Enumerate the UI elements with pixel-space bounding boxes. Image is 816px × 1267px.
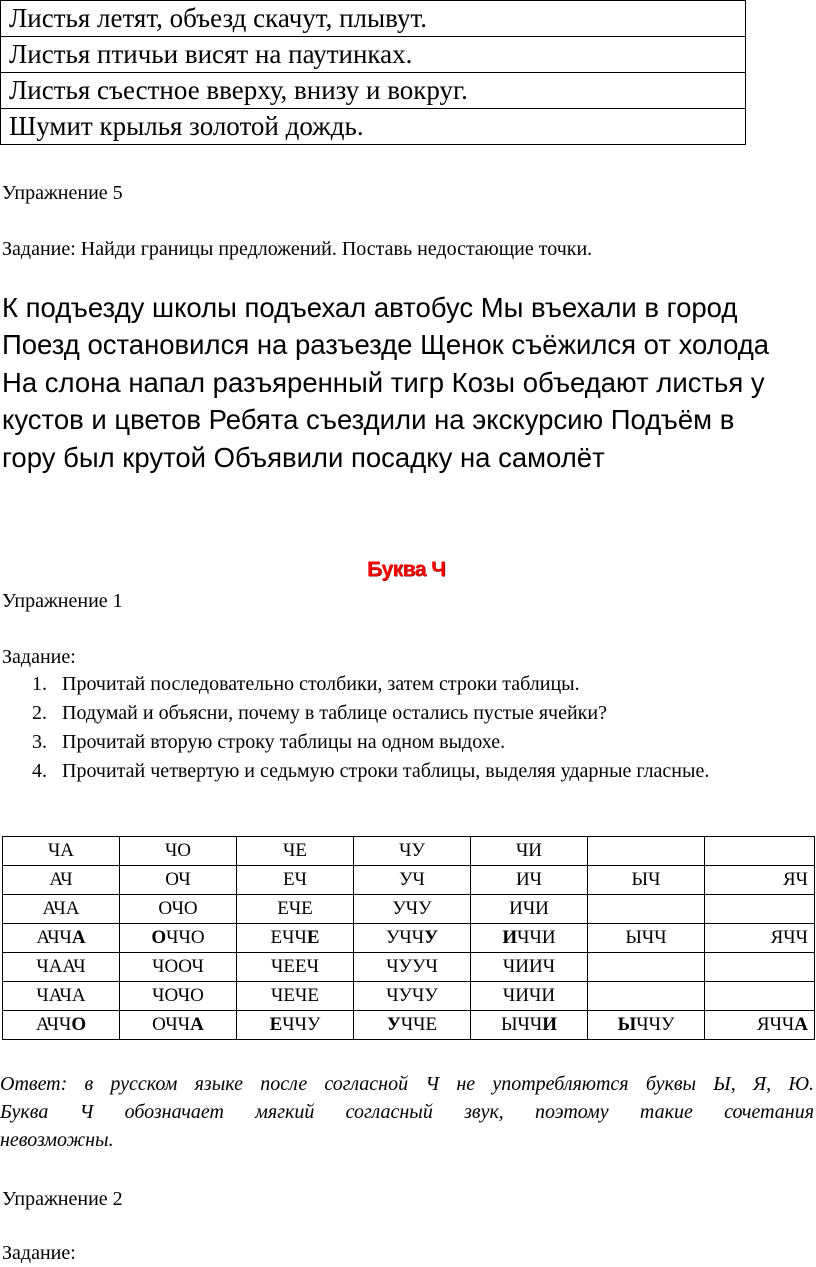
list-number: 1. [32,673,47,695]
stressed-vowel: А [71,927,86,948]
table-row [1,37,746,73]
stressed-vowel: У [386,1014,401,1035]
table-cell: ЧУЧУ [354,982,471,1011]
table-cell: ЯЧ [705,866,815,895]
cell-text: ЧЧЕ [400,1014,438,1035]
table-row [3,924,815,953]
table-cell [588,895,705,924]
stressed-vowel: И [542,1014,558,1035]
table-cell [588,982,705,1011]
table-cell [705,953,815,982]
table-cell [471,1011,588,1040]
table-cell: УЧ [354,866,471,895]
text-line: На слона напал разъяренный тигр Козы объедают листья у [2,367,765,398]
task-list [0,670,816,786]
section-heading: Буква Ч [367,558,446,581]
table-row [3,895,815,924]
list-text: Прочитай последовательно столбики, затем строки таблицы. [62,673,580,695]
poem-line: Листья птичьи висят на паутинках. [1,37,746,73]
stressed-vowel: Е [306,927,320,948]
cell-text: УЧЧ [385,927,425,948]
answer-line: невозможны. [0,1129,114,1151]
stressed-vowel: Ы [617,1014,637,1035]
poem-line: Листья съестное вверху, внизу и вокруг. [1,73,746,109]
cell-text: АЧЧ [35,1014,72,1035]
table-cell: ЯЧЧ [705,924,815,953]
table-cell [588,953,705,982]
list-item [0,728,816,757]
exercise5-title: Упражнение 5 [2,182,123,204]
list-text: Прочитай четвертую и седьмую строки таблицы, выделяя ударные гласные. [62,760,710,782]
exercise1-task-label: Задание: [2,646,76,668]
table-row [3,866,815,895]
stressed-vowel: Е [269,1014,283,1035]
table-cell: ОЧ [120,866,237,895]
answer-text [0,1070,814,1154]
cell-text: ОЧЧ [152,1014,191,1035]
text-line: кустов и цветов Ребята съездили на экскурсию Подъём в [2,404,735,435]
table-cell: АЧА [3,895,120,924]
table-cell [471,924,588,953]
table-cell [3,1011,120,1040]
list-number: 3. [32,731,47,753]
table-cell [705,895,815,924]
list-text: Прочитай вторую строку таблицы на одном выдохе. [62,731,506,753]
list-number: 2. [32,702,47,724]
cell-text: ЫЧЧ [500,1014,543,1035]
table-cell: УЧУ [354,895,471,924]
table-cell: АЧ [3,866,120,895]
table-cell [3,924,120,953]
table-cell [705,1011,815,1040]
poem-line: Листья летят, объезд скачут, плывут. [1,1,746,37]
stressed-vowel: И [502,927,518,948]
cell-text: ЧЧУ [282,1014,321,1035]
table-cell: ЫЧЧ [588,924,705,953]
answer-line: Буква Ч обозначает мягкий согласный звук, поэтому такие сочетания [0,1101,814,1123]
table-cell [120,1011,237,1040]
stressed-vowel: О [71,1014,87,1035]
stressed-vowel: О [151,927,167,948]
table-cell [237,1011,354,1040]
table-cell [237,924,354,953]
table-row [1,73,746,109]
table-cell: ЧА [3,837,120,866]
table-cell [705,982,815,1011]
table-row [3,1011,815,1040]
table-cell: ИЧИ [471,895,588,924]
table-cell: ЧИЧИ [471,982,588,1011]
table-cell: ЧЕЧЕ [237,982,354,1011]
table-cell: ЧО [120,837,237,866]
table-cell: ЧООЧ [120,953,237,982]
table-cell: ИЧ [471,866,588,895]
table-cell [354,1011,471,1040]
table-cell [354,924,471,953]
list-text: Подумай и объясни, почему в таблице остались пустые ячейки? [62,702,607,724]
table-cell: ЧААЧ [3,953,120,982]
table-cell: ЧУ [354,837,471,866]
text-line: К подъезду школы подъехал автобус Мы въехали в город [2,292,738,323]
answer-line: Ответ: в русском языке после согласной Ч не употребляются буквы Ы, Я, Ю. [0,1073,814,1095]
table-cell [588,837,705,866]
table-cell: ЧЕ [237,837,354,866]
exercise2-title: Упражнение 2 [2,1188,123,1210]
list-item [0,757,816,786]
list-number: 4. [32,760,47,782]
table-cell: ЕЧЕ [237,895,354,924]
table-cell: ЧУУЧ [354,953,471,982]
table-row [1,109,746,145]
table-row [3,982,815,1011]
stressed-vowel: А [794,1014,808,1035]
table-cell: ЕЧ [237,866,354,895]
cell-text: ЧЧИ [517,927,556,948]
table-row [3,837,815,866]
table-cell [120,924,237,953]
cell-text: ЕЧЧ [270,927,307,948]
poem-line: Шумит крылья золотой дождь. [1,109,746,145]
exercise2-task-label: Задание: [2,1242,76,1264]
cell-text: ЯЧЧ [756,1014,795,1035]
list-item [0,670,816,699]
text-line: Поезд остановился на разъезде Щенок съёжился от холода [2,329,770,360]
table-cell: ЧЕЕЧ [237,953,354,982]
table-cell: ЧИ [471,837,588,866]
text-line: гору был крутой Объявили посадку на самолёт [2,442,605,473]
stressed-vowel: А [190,1014,204,1035]
table-cell [588,1011,705,1040]
table-cell: ЧОЧО [120,982,237,1011]
table-cell: ОЧО [120,895,237,924]
table-cell: ЫЧ [588,866,705,895]
exercise1-title: Упражнение 1 [2,590,123,612]
list-item [0,699,816,728]
poem-table [0,0,746,145]
table-row [1,1,746,37]
stressed-vowel: У [424,927,439,948]
cell-text: АЧЧ [36,927,72,948]
table-cell: ЧАЧА [3,982,120,1011]
table-cell: ЧИИЧ [471,953,588,982]
table-row [3,953,815,982]
table-cell [705,837,815,866]
letter-table [2,836,815,1040]
cell-text: ЧЧУ [636,1014,675,1035]
exercise5-task: Задание: Найди границы предложений. Поставь недостающие точки. [2,238,593,260]
cell-text: ЧЧО [166,927,205,948]
